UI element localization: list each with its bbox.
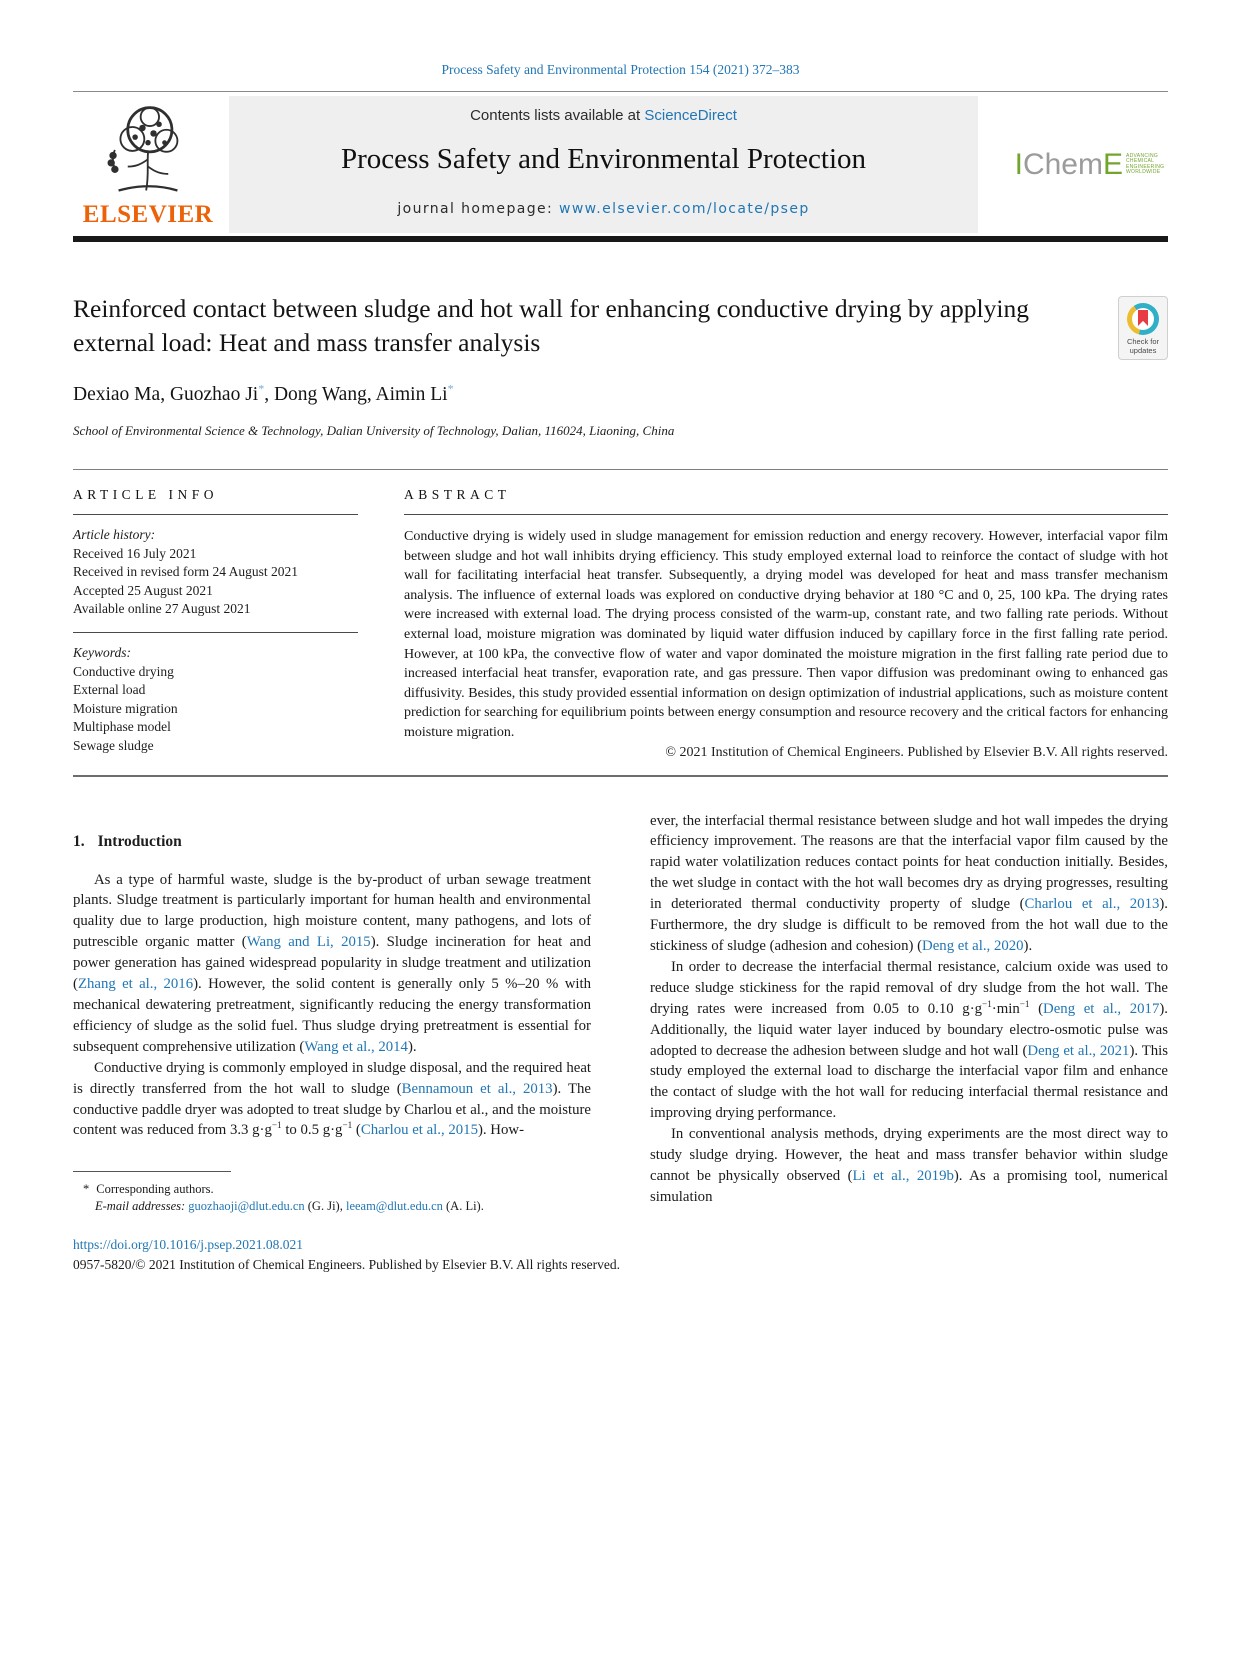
heading-rule bbox=[404, 514, 1168, 515]
check-updates-line1: Check for bbox=[1126, 337, 1160, 346]
keyword: Sewage sludge bbox=[73, 737, 154, 753]
homepage-line bbox=[239, 201, 968, 217]
author-name: Dong Wang bbox=[273, 384, 367, 405]
email-link[interactable]: leeam@dlut.edu.cn bbox=[345, 1199, 443, 1214]
text-segment: ). The conductive paddle dryer was adopted to treat sludge by Charlou et al., and the moisture content was reduced from 3.3 g·g bbox=[73, 1080, 591, 1139]
journal-banner bbox=[229, 96, 978, 233]
paragraph bbox=[73, 870, 591, 1058]
citation-link[interactable]: Charlou et al., 2013 bbox=[1024, 896, 1160, 913]
body-columns bbox=[73, 811, 1168, 1216]
text-segment: In order to decrease the interfacial thermal resistance, calcium oxide was used to reduce sludge stickiness for the rapid removal of dry sludge from the hot wall. The drying rates were increased from 0.05 to 0.10 g·g bbox=[650, 958, 1168, 1017]
abstract-text: Conductive drying is widely used in sludge management for emission reduction and energy recovery. However, interfacial vapor film between sludge and hot wall inhibits drying efficiency. This study employed external load to reinforce the contact of sludge with hot wall for facilitating interfacial heat transfer. Subsequently, a drying model was developed for heat and mass transfer mechanism analysis. The influence of external loads was explored on conductive drying behavior at 180 °C and 0, 25, 100 kPa. The drying rates were increased with external load. The drying process consisted of the warm-up, constant rate, and two falling rate periods. Without external load, moisture migration was dominated by liquid water diffusion induced by capillary force in the first falling rate period. However, at 100 kPa, the convective flow of water and vapor dominated the moisture migration in the first falling rate period due to increased interfacial heat transfer, evaporation rate, and gas pressure. Then vapor diffusion was predominant owing to enhanced gas diffusivity. Besides, this study provided essential information on design optimization of industrial applications, such as moisture content prediction for searching for equilibrium points between energy consumption and resource recovery and the critical factors for enhancing moisture migration. bbox=[404, 529, 1168, 740]
right-column bbox=[650, 811, 1168, 1216]
paragraph bbox=[73, 1058, 591, 1142]
footnote-block bbox=[73, 1141, 591, 1215]
icheme-i: I bbox=[1014, 147, 1023, 181]
author-list bbox=[73, 381, 1168, 406]
text-segment: As a type of harmful waste, sludge is the by-product of urban sewage treatment plants. Sludge treatment is particularly important for human health and environmental quality due to large production, high moisture content, many pathogens, and lots of putrescible organic matter ( bbox=[73, 871, 591, 951]
text-segment: ·min bbox=[991, 1000, 1020, 1017]
icheme-tagline-line: ENGINEERING bbox=[1126, 163, 1165, 170]
citation-link[interactable]: Bennamoun et al., 2013 bbox=[401, 1080, 553, 1097]
author-name: Dexiao Ma bbox=[73, 384, 161, 405]
text-segment: ). However, the solid content is generally only 5 %–20 % with mechanical dewatering pretreatment, significantly reducing the energy transformation efficiency of sludge as the solid fuel. Thus sludge drying pretreatment is essential for subsequent comprehensive utilization ( bbox=[73, 976, 591, 1055]
icheme-wordmark bbox=[1014, 147, 1123, 181]
author-name: Guozhao Ji bbox=[169, 384, 259, 405]
icheme-e: E bbox=[1102, 147, 1123, 181]
masthead-bottom-bar bbox=[73, 236, 1168, 242]
paragraph bbox=[650, 957, 1168, 1124]
history-item: Available online 27 August 2021 bbox=[73, 601, 251, 617]
icheme-tagline bbox=[1126, 154, 1168, 176]
elsevier-tree-icon bbox=[102, 102, 194, 198]
email-label: E-mail addresses: bbox=[95, 1199, 189, 1214]
abstract-column bbox=[404, 470, 1168, 761]
keyword: Conductive drying bbox=[73, 663, 174, 679]
sciencedirect-link[interactable]: ScienceDirect bbox=[644, 107, 737, 124]
text-segment: In conventional analysis methods, drying experiments are the most direct way to study sludge drying. However, the heat and mass transfer behavior within sludge cannot be physically observed ( bbox=[650, 1126, 1168, 1184]
history-label: Article history: bbox=[73, 527, 156, 542]
contents-line bbox=[239, 107, 968, 124]
footnote-text: Corresponding authors. bbox=[96, 1182, 214, 1197]
abstract-bottom-rule bbox=[73, 775, 1168, 777]
text-segment: −1 bbox=[1019, 998, 1030, 1009]
text-segment: ). Additionally, the liquid water layer induced by boundary electro-osmotic pulse was adopted to decrease the adhesion between sludge and hot wall ( bbox=[650, 1000, 1168, 1059]
check-updates-label bbox=[1127, 338, 1159, 355]
info-abstract-block bbox=[73, 470, 1168, 761]
masthead bbox=[73, 96, 1168, 233]
elsevier-logo[interactable] bbox=[73, 96, 229, 233]
citation-link[interactable]: Wang et al., 2014 bbox=[304, 1038, 408, 1055]
header-divider bbox=[73, 91, 1168, 92]
icheme-tagline-line: CHEMICAL bbox=[1126, 158, 1155, 164]
page-footer bbox=[73, 1237, 1168, 1273]
article-info-column bbox=[73, 470, 358, 761]
text-segment: ). bbox=[1023, 937, 1033, 954]
keywords-label: Keywords: bbox=[73, 644, 131, 660]
author bbox=[274, 384, 376, 405]
history-item: Received 16 July 2021 bbox=[73, 545, 197, 561]
history-item: Received in revised form 24 August 2021 bbox=[73, 564, 298, 580]
journal-homepage-link[interactable]: www.elsevier.com/locate/psep bbox=[558, 201, 810, 217]
text-segment: ). Furthermore, the dry sludge is difficult to be removed from the hot wall due to the stickiness of sludge (adhesion and cohesion) ( bbox=[650, 896, 1169, 954]
issn-copyright-line: 0957-5820/© 2021 Institution of Chemical Engineers. Published by Elsevier B.V. All rights reserved. bbox=[73, 1257, 620, 1273]
title-block bbox=[73, 292, 1168, 360]
citation-link[interactable]: Zhang et al., 2016 bbox=[77, 976, 194, 993]
section-heading-introduction bbox=[73, 833, 591, 851]
keywords bbox=[73, 644, 358, 756]
text-segment: −1 bbox=[342, 1120, 353, 1131]
text-segment: ( bbox=[1029, 1000, 1044, 1017]
keyword: Moisture migration bbox=[73, 700, 178, 716]
text-segment: ever, the interfacial thermal resistance between sludge and hot wall impedes the drying efficiency improvement. The reasons are that the interfacial vapor film caused by the rapid water volatilization reduces contact points for heat conduction initially. Besides, the wet sludge in contact with the hot wall becomes dry as drying progresses, resulting in deteriorated thermal conductivity property of sludge ( bbox=[650, 812, 1168, 913]
article-title: Reinforced contact between sludge and hot wall for enhancing conductive drying by applying external load: Heat and mass transfer analysis bbox=[73, 294, 1029, 357]
corresponding-authors-note bbox=[73, 1181, 591, 1198]
citation-link[interactable]: Charlou et al., 2015 bbox=[360, 1122, 478, 1139]
footnote-star: * bbox=[83, 1182, 90, 1197]
heading-rule bbox=[73, 514, 358, 515]
check-updates-line2: updates bbox=[1129, 345, 1157, 355]
icheme-tagline-line: ADVANCING bbox=[1126, 152, 1159, 159]
author-separator: , bbox=[160, 384, 170, 405]
crossmark-icon bbox=[1127, 303, 1159, 335]
citation-link[interactable]: Deng et al., 2020 bbox=[922, 937, 1024, 954]
citation-link[interactable]: Deng et al., 2021 bbox=[1027, 1042, 1130, 1059]
citation-link[interactable]: Li et al., 2019b bbox=[852, 1167, 954, 1184]
homepage-prefix: journal homepage: bbox=[397, 201, 559, 217]
text-segment: −1 bbox=[271, 1120, 282, 1131]
corresponding-author-mark: * bbox=[447, 381, 454, 396]
text-segment: ). How- bbox=[477, 1122, 524, 1139]
section-number: 1. bbox=[73, 832, 85, 850]
abstract-heading: ABSTRACT bbox=[404, 487, 511, 502]
corresponding-author-mark: * bbox=[258, 381, 265, 396]
text-segment: −1 bbox=[982, 998, 992, 1009]
info-divider bbox=[73, 632, 358, 633]
author-name: Aimin Li bbox=[375, 384, 448, 405]
keyword: Multiphase model bbox=[73, 719, 171, 735]
text-segment: to 0.5 g·g bbox=[281, 1122, 343, 1139]
text-segment: ). This study employed the external load to discharge the interfacial vapor film and enhance the contact of sludge with the hot wall for reducing interfacial thermal resistance and improving drying performance. bbox=[650, 1042, 1169, 1122]
email-suffix: (G. Ji), bbox=[304, 1199, 346, 1214]
text-segment: ). As a promising tool, numerical simulation bbox=[650, 1167, 1169, 1205]
icheme-chem: Chem bbox=[1022, 147, 1103, 181]
left-column bbox=[73, 811, 591, 1216]
footnote-rule bbox=[73, 1171, 231, 1172]
paragraph bbox=[650, 1124, 1168, 1208]
icheme-logo bbox=[978, 96, 1168, 233]
elsevier-wordmark: ELSEVIER bbox=[82, 201, 214, 228]
text-segment: Conductive drying is commonly employed in sludge disposal, and the required heat is directly transferred from the hot wall to sludge ( bbox=[73, 1059, 591, 1097]
doi-link[interactable]: https://doi.org/10.1016/j.psep.2021.08.021 bbox=[73, 1237, 304, 1253]
running-head-citation: Process Safety and Environmental Protection 154 (2021) 372–383 bbox=[441, 62, 800, 77]
email-link[interactable]: guozhaoji@dlut.edu.cn bbox=[188, 1199, 305, 1214]
text-segment: ( bbox=[352, 1122, 361, 1139]
bookmark-icon bbox=[1138, 310, 1148, 326]
doi-link-line bbox=[73, 1237, 1168, 1253]
abstract-copyright: © 2021 Institution of Chemical Engineers. Published by Elsevier B.V. All rights reserved. bbox=[665, 744, 1168, 760]
section-title: Introduction bbox=[97, 832, 182, 850]
author bbox=[169, 381, 274, 405]
article-history bbox=[73, 526, 358, 619]
journal-title: Process Safety and Environmental Protection bbox=[340, 143, 867, 175]
text-segment: ). bbox=[407, 1038, 417, 1055]
author-separator: , bbox=[366, 384, 376, 405]
email-addresses-note bbox=[73, 1198, 591, 1215]
author bbox=[375, 381, 454, 405]
affiliation: School of Environmental Science & Technology, Dalian University of Technology, Dalian, 116024, Liaoning, China bbox=[73, 423, 675, 438]
check-for-updates-badge[interactable] bbox=[1118, 296, 1168, 360]
citation-link[interactable]: Deng et al., 2017 bbox=[1043, 1000, 1160, 1017]
author bbox=[73, 384, 170, 405]
article-info-heading: ARTICLE INFO bbox=[73, 487, 219, 502]
history-item: Accepted 25 August 2021 bbox=[73, 582, 213, 598]
paragraph bbox=[650, 811, 1168, 957]
text-segment: ). Sludge incineration for heat and power generation has gained widespread popularity in sludge treatment and utilization ( bbox=[73, 934, 591, 993]
email-suffix: (A. Li). bbox=[442, 1199, 484, 1214]
author-separator: , bbox=[264, 384, 274, 405]
citation-link[interactable]: Wang and Li, 2015 bbox=[246, 934, 371, 951]
icheme-tagline-line: WORLDWIDE bbox=[1126, 169, 1161, 175]
keyword: External load bbox=[73, 682, 146, 698]
contents-prefix: Contents lists available at bbox=[470, 107, 645, 124]
